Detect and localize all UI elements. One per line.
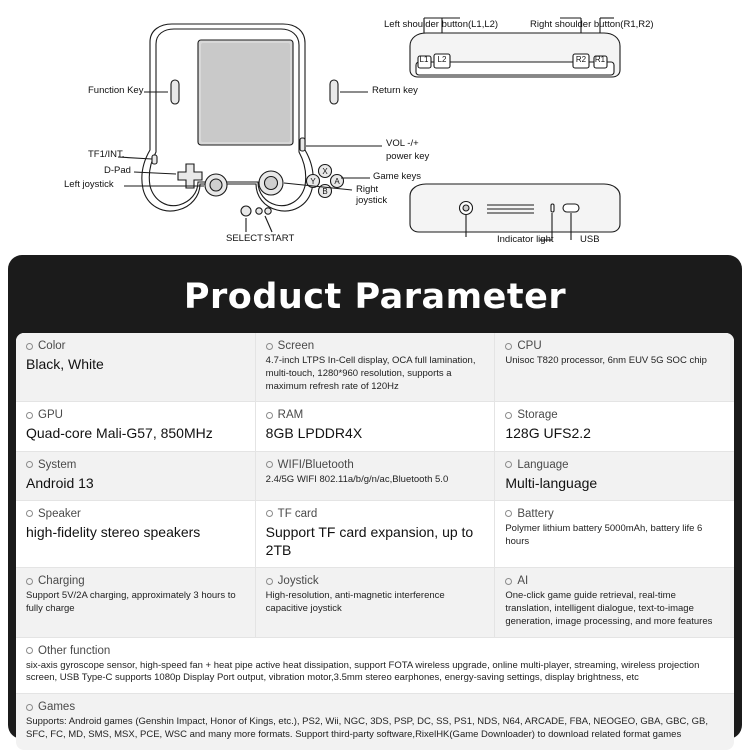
spec-cell-ram [256,402,496,450]
table-row [16,452,734,500]
a-button-label: A [334,177,340,186]
spec-key [266,459,485,471]
spec-key [266,340,485,352]
spec-value: Quad-core Mali-G57, 850MHz [26,425,213,442]
spec-key [26,340,245,352]
y-button-label: Y [310,177,316,186]
spec-cell-cpu [495,333,734,401]
spec-value: Supports: Android games (Genshin Impact, Honor of Kings, etc.), PS2, Wii, NGC, 3DS, PSP, DC, SS, PS1, NDS, N64, ARCADE, FBA, NEOGEO, GBA, GBC, GB, SFC, FC, MD, SMS, MSX, PCE, WSC and many more formats. Support third-party software,RixelHK(Game Downloader) to download related format games [26,716,708,741]
spec-value: One-click game guide retrieval, real-time translation, intelligent dialogue, text-to-image generation, image processing, and more features [505,590,713,627]
label-tf1-int: TF1/INT. [88,149,125,160]
bullet-circle-icon [26,647,33,654]
label-right: Right [356,184,379,195]
r1-button-label: R1 [594,55,606,64]
label-joystick: joystick [356,195,388,206]
label-right-shoulder: Right shoulder button(R1,R2) [530,19,654,30]
spec-key [26,508,245,520]
spec-key [26,575,245,587]
spec-value: 4.7-inch LTPS In-Cell display, OCA full lamination, multi-touch, 1280*960 resolution, supports a maximum refresh rate of 120Hz [265,355,476,392]
product-parameter-panel [8,255,742,739]
spec-value: Support TF card expansion, up to 2TB [265,523,474,558]
spec-key-label: Joystick [277,575,319,588]
spec-cell-language [495,452,734,500]
spec-value: high-fidelity stereo speakers [26,523,201,540]
spec-cell-games [16,694,734,750]
bullet-circle-icon [26,704,33,711]
table-row [16,402,734,450]
spec-key [505,409,724,421]
spec-key-label: Speaker [38,507,81,520]
spec-key [505,508,724,520]
spec-cell-battery [495,501,734,567]
bullet-circle-icon [26,510,33,517]
table-row [16,694,734,750]
l2-button-label: L2 [437,55,447,64]
spec-key [505,575,724,587]
bullet-circle-icon [26,578,33,585]
label-left-shoulder: Left shoulder button(L1,L2) [384,19,499,30]
spec-value: Polymer lithium battery 5000mAh, battery life 6 hours [505,522,703,547]
spec-key-label: Battery [517,507,554,520]
spec-value: 128G UFS2.2 [505,425,591,442]
spec-key [26,701,724,713]
label-select: SELECT [226,233,263,244]
table-row [16,501,734,567]
bullet-circle-icon [26,461,33,468]
spec-key-label: Storage [517,409,558,422]
label-game-keys: Game keys [373,171,422,182]
diagram-drawings [0,0,750,255]
spec-key-label: Games [38,701,76,714]
spec-key-label: GPU [38,409,63,422]
spec-cell-screen [256,333,496,401]
bullet-circle-icon [26,343,33,350]
spec-value: Black, White [26,356,104,372]
spec-value: 8GB LPDDR4X [265,425,363,442]
spec-value: Unisoc T820 processor, 6nm EUV 5G SOC chip [505,355,707,366]
label-dpad: D-Pad [104,165,131,176]
x-button-label: X [322,167,328,176]
label-function-key: Function Key [88,85,144,96]
spec-cell-tf-card [256,501,496,567]
spec-cell-ai [495,568,734,636]
spec-key-label: Screen [277,340,315,352]
spec-key [266,508,485,520]
spec-cell-joystick [256,568,496,636]
spec-key-label: CPU [517,340,542,352]
spec-key-label: RAM [277,409,304,422]
spec-cell-storage [495,402,734,450]
spec-value: 2.4/5G WIFI 802.11a/b/g/n/ac,Bluetooth 5.0 [265,473,449,485]
bullet-circle-icon [505,578,512,585]
spec-cell-system [16,452,256,500]
spec-key-label: AI [517,575,529,588]
spec-key-label: Other function [38,644,111,657]
bullet-circle-icon [266,578,273,585]
spec-cell-gpu [16,402,256,450]
table-row [16,568,734,636]
spec-key [266,575,485,587]
spec-value: Support 5V/2A charging, approximately 3 hours to fully charge [26,590,236,614]
table-row [16,333,734,401]
label-indicator-light: Indicator light [497,234,554,245]
bullet-circle-icon [505,461,512,468]
bullet-circle-icon [26,412,33,419]
bullet-circle-icon [266,510,273,517]
spec-cell-other-function [16,638,734,694]
spec-key-label: System [38,458,77,471]
label-power-key: power key [386,151,430,162]
spec-cell-color [16,333,256,401]
bullet-circle-icon [505,510,512,517]
spec-key [26,645,724,657]
bullet-circle-icon [266,461,273,468]
spec-key-label: Color [38,340,66,352]
spec-key [266,409,485,421]
spec-value: six-axis gyroscope sensor, high-speed fan + heat pipe active heat dissipation, support FOTA wireless upgrade, online multi-player, streaming, wireless projection screen, USB Type-C supports 1080p Display Port output, vibration motor,3.5mm stereo earphones, energy-saving settings, display brightness, etc [26,659,700,684]
b-button-label: B [322,187,328,196]
label-left-joystick: Left joystick [64,179,114,190]
spec-key-label: TF card [277,507,318,520]
label-usb: USB [580,234,600,245]
l1-button-label: L1 [419,55,429,64]
spec-cell-charging [16,568,256,636]
spec-key [505,459,724,471]
spec-key [505,340,724,352]
label-vol: VOL -/+ [386,138,419,149]
product-diagram [0,0,750,255]
spec-key [26,459,245,471]
bullet-circle-icon [505,343,512,350]
label-start: START [264,233,295,244]
bullet-circle-icon [505,412,512,419]
spec-key [26,409,245,421]
page-title: Product Parameter [183,277,567,317]
spec-cell-wifi-bluetooth [256,452,496,500]
spec-key-label: Charging [38,575,85,588]
bullet-circle-icon [266,343,273,350]
r2-button-label: R2 [575,55,587,64]
spec-value: Android 13 [26,474,94,491]
spec-cell-speaker [16,501,256,567]
table-row [16,638,734,694]
spec-key-label: WIFI/Bluetooth [277,458,354,471]
spec-table [16,333,734,750]
spec-value: Multi-language [505,474,598,491]
bullet-circle-icon [266,412,273,419]
label-return-key: Return key [372,85,418,96]
spec-key-label: Language [517,458,569,471]
spec-value: High-resolution, anti-magnetic interference capacitive joystick [265,590,445,614]
